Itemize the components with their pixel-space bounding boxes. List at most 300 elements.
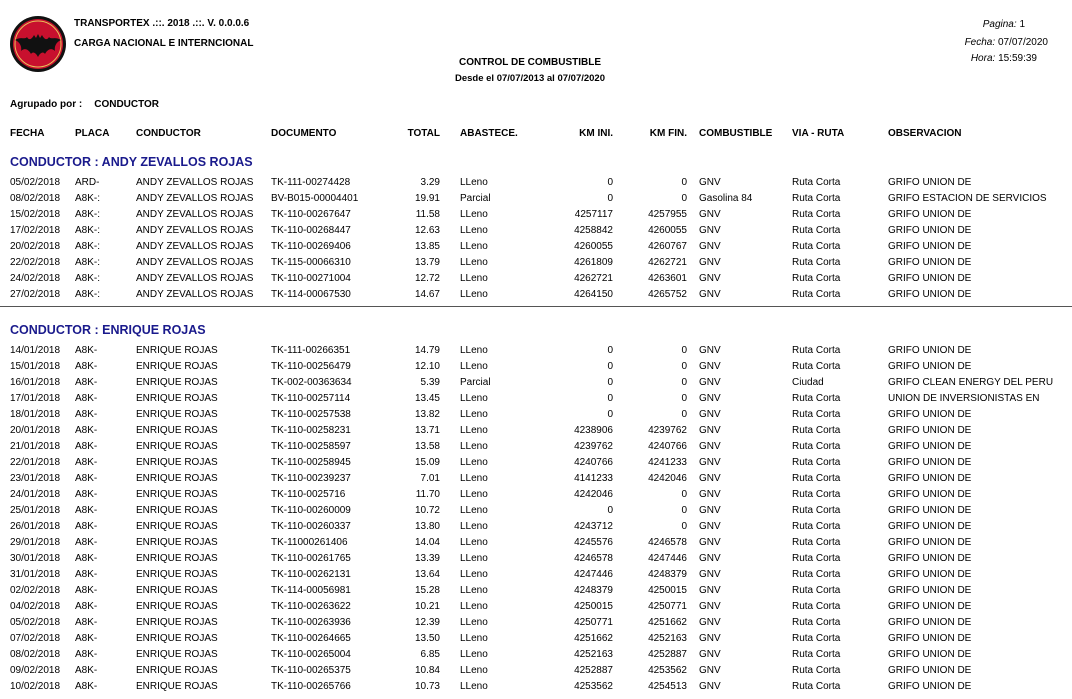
cell-fecha: 27/02/2018: [10, 289, 61, 300]
cell-observacion: GRIFO UNION DE: [888, 617, 972, 628]
cell-placa: A8K-:: [75, 289, 101, 300]
cell-km-fin: 4254513: [648, 681, 687, 692]
cell-observacion: GRIFO CLEAN ENERGY DEL PERU: [888, 377, 1054, 388]
cell-total: 3.29: [420, 177, 440, 188]
page-number: Pagina: 1: [982, 19, 1025, 30]
table-row: [0, 569, 1072, 585]
cell-total: 13.50: [414, 633, 440, 644]
table-row: [0, 409, 1072, 425]
cell-combustible: GNV: [699, 617, 721, 628]
cell-observacion: GRIFO UNION DE: [888, 633, 972, 644]
cell-observacion: GRIFO UNION DE: [888, 601, 972, 612]
cell-combustible: GNV: [699, 585, 721, 596]
col-documento: DOCUMENTO: [271, 128, 337, 139]
cell-abastece: LLeno: [460, 521, 488, 532]
report-date-range: Desde el 07/07/2013 al 07/07/2020: [454, 73, 605, 84]
cell-km-fin: 4252887: [648, 649, 687, 660]
col-observacion: OBSERVACION: [888, 128, 962, 139]
cell-abastece: LLeno: [460, 257, 488, 268]
cell-conductor: ENRIQUE ROJAS: [136, 441, 218, 452]
cell-via-ruta: Ruta Corta: [792, 633, 841, 644]
cell-km-fin: 0: [681, 177, 687, 188]
cell-km-ini: 4248379: [574, 585, 613, 596]
cell-via-ruta: Ruta Corta: [792, 257, 841, 268]
cell-conductor: ENRIQUE ROJAS: [136, 473, 218, 484]
cell-km-fin: 4257955: [648, 209, 687, 220]
cell-conductor: ENRIQUE ROJAS: [136, 489, 218, 500]
cell-placa: A8K-: [75, 649, 98, 660]
cell-abastece: LLeno: [460, 553, 488, 564]
cell-observacion: UNION DE INVERSIONISTAS EN: [888, 393, 1040, 404]
cell-total: 13.79: [414, 257, 440, 268]
cell-combustible: GNV: [699, 425, 721, 436]
cell-observacion: GRIFO UNION DE: [888, 209, 972, 220]
cell-km-fin: 0: [681, 489, 687, 500]
cell-km-fin: 4250771: [648, 601, 687, 612]
cell-abastece: LLeno: [460, 345, 488, 356]
cell-observacion: GRIFO UNION DE: [888, 441, 972, 452]
cell-abastece: LLeno: [460, 177, 488, 188]
table-row: [0, 193, 1072, 209]
cell-total: 19.91: [414, 193, 440, 204]
cell-placa: A8K-: [75, 521, 98, 532]
cell-placa: A8K-: [75, 505, 98, 516]
cell-km-fin: 0: [681, 393, 687, 404]
col-combustible: COMBUSTIBLE: [699, 128, 773, 139]
cell-via-ruta: Ruta Corta: [792, 665, 841, 676]
cell-documento: TK-110-00258597: [271, 441, 351, 452]
column-header-row: [0, 128, 1072, 142]
cell-total: 13.80: [414, 521, 440, 532]
report-title: CONTROL DE COMBUSTIBLE: [458, 57, 602, 68]
cell-observacion: GRIFO UNION DE: [888, 569, 972, 580]
cell-abastece: LLeno: [460, 441, 488, 452]
table-row: [0, 257, 1072, 273]
cell-abastece: LLeno: [460, 457, 488, 468]
cell-km-fin: 4247446: [648, 553, 687, 564]
cell-placa: A8K-: [75, 585, 98, 596]
group-title: CONDUCTOR : ENRIQUE ROJAS: [10, 323, 206, 337]
cell-combustible: GNV: [699, 489, 721, 500]
cell-fecha: 02/02/2018: [10, 585, 61, 596]
table-row: [0, 273, 1072, 289]
cell-placa: A8K-: [75, 537, 98, 548]
cell-abastece: LLeno: [460, 241, 488, 252]
cell-observacion: GRIFO ESTACION DE SERVICIOS: [888, 193, 1047, 204]
table-row: [0, 585, 1072, 601]
cell-fecha: 20/02/2018: [10, 241, 61, 252]
cell-documento: TK-110-00257114: [271, 393, 351, 404]
cell-via-ruta: Ruta Corta: [792, 489, 841, 500]
cell-placa: A8K-: [75, 489, 98, 500]
cell-fecha: 08/02/2018: [10, 649, 61, 660]
cell-placa: A8K-: [75, 409, 98, 420]
cell-km-ini: 0: [607, 345, 613, 356]
cell-conductor: ENRIQUE ROJAS: [136, 553, 218, 564]
cell-placa: A8K-: [75, 425, 98, 436]
cell-km-fin: 4239762: [648, 425, 687, 436]
table-row: [0, 361, 1072, 377]
cell-combustible: GNV: [699, 289, 721, 300]
cell-total: 13.39: [414, 553, 440, 564]
cell-conductor: ENRIQUE ROJAS: [136, 393, 218, 404]
cell-total: 14.04: [414, 537, 440, 548]
cell-km-ini: 4247446: [574, 569, 613, 580]
cell-fecha: 30/01/2018: [10, 553, 61, 564]
cell-observacion: GRIFO UNION DE: [888, 521, 972, 532]
cell-observacion: GRIFO UNION DE: [888, 257, 972, 268]
cell-observacion: GRIFO UNION DE: [888, 457, 972, 468]
cell-via-ruta: Ruta Corta: [792, 209, 841, 220]
cell-documento: TK-110-00260009: [271, 505, 351, 516]
cell-km-ini: 0: [607, 193, 613, 204]
cell-km-fin: 4265752: [648, 289, 687, 300]
cell-via-ruta: Ruta Corta: [792, 193, 841, 204]
table-row: [0, 553, 1072, 569]
cell-via-ruta: Ruta Corta: [792, 177, 841, 188]
cell-km-fin: 4242046: [648, 473, 687, 484]
table-row: [0, 601, 1072, 617]
print-time: Hora: 15:59:39: [970, 53, 1037, 64]
cell-km-fin: 4260767: [648, 241, 687, 252]
cell-via-ruta: Ruta Corta: [792, 681, 841, 692]
cell-fecha: 16/01/2018: [10, 377, 61, 388]
cell-via-ruta: Ruta Corta: [792, 473, 841, 484]
cell-km-ini: 4240766: [574, 457, 613, 468]
cell-conductor: ENRIQUE ROJAS: [136, 537, 218, 548]
cell-km-ini: 4242046: [574, 489, 613, 500]
cell-km-ini: 4239762: [574, 441, 613, 452]
cell-documento: TK-002-00363634: [271, 377, 352, 388]
cell-via-ruta: Ruta Corta: [792, 441, 841, 452]
cell-km-ini: 4246578: [574, 553, 613, 564]
cell-observacion: GRIFO UNION DE: [888, 505, 972, 516]
cell-conductor: ENRIQUE ROJAS: [136, 361, 218, 372]
cell-placa: A8K-:: [75, 241, 101, 252]
cell-documento: TK-111-00266351: [271, 345, 351, 356]
cell-conductor: ENRIQUE ROJAS: [136, 425, 218, 436]
cell-placa: A8K-: [75, 473, 98, 484]
cell-abastece: LLeno: [460, 225, 488, 236]
cell-abastece: LLeno: [460, 393, 488, 404]
cell-conductor: ENRIQUE ROJAS: [136, 681, 218, 692]
cell-documento: TK-110-0025716: [271, 489, 346, 500]
cell-combustible: GNV: [699, 393, 721, 404]
cell-fecha: 17/01/2018: [10, 393, 61, 404]
cell-conductor: ENRIQUE ROJAS: [136, 569, 218, 580]
cell-combustible: GNV: [699, 505, 721, 516]
cell-placa: ARD-: [75, 177, 100, 188]
cell-fecha: 26/01/2018: [10, 521, 61, 532]
cell-fecha: 29/01/2018: [10, 537, 61, 548]
cell-via-ruta: Ruta Corta: [792, 393, 841, 404]
cell-fecha: 23/01/2018: [10, 473, 61, 484]
table-row: [0, 665, 1072, 681]
cell-combustible: GNV: [699, 649, 721, 660]
cell-abastece: LLeno: [460, 289, 488, 300]
cell-documento: TK-110-00261765: [271, 553, 351, 564]
cell-observacion: GRIFO UNION DE: [888, 553, 972, 564]
cell-conductor: ENRIQUE ROJAS: [136, 377, 218, 388]
cell-abastece: Parcial: [460, 377, 491, 388]
cell-placa: A8K-: [75, 569, 98, 580]
cell-via-ruta: Ruta Corta: [792, 649, 841, 660]
cell-km-ini: 4238906: [574, 425, 613, 436]
col-conductor: CONDUCTOR: [136, 128, 201, 139]
cell-abastece: LLeno: [460, 505, 488, 516]
cell-conductor: ANDY ZEVALLOS ROJAS: [136, 209, 254, 220]
cell-abastece: LLeno: [460, 209, 488, 220]
cell-documento: TK-110-00265004: [271, 649, 351, 660]
cell-documento: BV-B015-00004401: [271, 193, 359, 204]
cell-fecha: 10/02/2018: [10, 681, 61, 692]
cell-km-ini: 4251662: [574, 633, 613, 644]
cell-combustible: GNV: [699, 377, 721, 388]
cell-via-ruta: Ruta Corta: [792, 521, 841, 532]
cell-placa: A8K-: [75, 457, 98, 468]
cell-conductor: ENRIQUE ROJAS: [136, 633, 218, 644]
cell-total: 11.70: [415, 489, 440, 500]
table-row: [0, 441, 1072, 457]
col-km-ini: KM INI.: [579, 128, 613, 139]
cell-conductor: ANDY ZEVALLOS ROJAS: [136, 289, 254, 300]
cell-km-fin: 0: [681, 361, 687, 372]
cell-placa: A8K-: [75, 441, 98, 452]
cell-placa: A8K-: [75, 681, 98, 692]
table-row: [0, 209, 1072, 225]
col-abastece: ABASTECE.: [460, 128, 518, 139]
cell-km-fin: 0: [681, 505, 687, 516]
cell-combustible: GNV: [699, 273, 721, 284]
col-km-fin: KM FIN.: [649, 128, 687, 139]
cell-placa: A8K-: [75, 345, 98, 356]
cell-km-ini: 4262721: [574, 273, 613, 284]
cell-fecha: 07/02/2018: [10, 633, 61, 644]
cell-via-ruta: Ruta Corta: [792, 457, 841, 468]
cell-via-ruta: Ruta Corta: [792, 505, 841, 516]
cell-km-ini: 4261809: [574, 257, 613, 268]
table-row: [0, 633, 1072, 649]
cell-conductor: ENRIQUE ROJAS: [136, 665, 218, 676]
cell-via-ruta: Ruta Corta: [792, 225, 841, 236]
cell-documento: TK-110-00265766: [271, 681, 351, 692]
cell-km-ini: 4252887: [574, 665, 613, 676]
cell-via-ruta: Ruta Corta: [792, 241, 841, 252]
col-fecha: FECHA: [10, 128, 45, 139]
cell-observacion: GRIFO UNION DE: [888, 345, 972, 356]
table-row: [0, 521, 1072, 537]
cell-placa: A8K-: [75, 665, 98, 676]
cell-abastece: LLeno: [460, 617, 488, 628]
cell-via-ruta: Ruta Corta: [792, 273, 841, 284]
cell-observacion: GRIFO UNION DE: [888, 537, 972, 548]
cell-documento: TK-110-00264665: [271, 633, 351, 644]
cell-observacion: GRIFO UNION DE: [888, 425, 972, 436]
cell-km-ini: 4260055: [574, 241, 613, 252]
cell-km-fin: 4263601: [648, 273, 687, 284]
cell-abastece: LLeno: [460, 425, 488, 436]
cell-via-ruta: Ruta Corta: [792, 585, 841, 596]
cell-fecha: 14/01/2018: [10, 345, 61, 356]
cell-km-ini: 4258842: [574, 225, 613, 236]
cell-conductor: ANDY ZEVALLOS ROJAS: [136, 257, 254, 268]
cell-via-ruta: Ruta Corta: [792, 361, 841, 372]
cell-abastece: LLeno: [460, 601, 488, 612]
table-row: [0, 649, 1072, 665]
cell-fecha: 17/02/2018: [10, 225, 61, 236]
cell-km-fin: 0: [681, 377, 687, 388]
cell-total: 7.01: [420, 473, 440, 484]
cell-total: 11.58: [415, 209, 440, 220]
cell-km-fin: 4262721: [648, 257, 687, 268]
table-row: [0, 617, 1072, 633]
cell-total: 13.58: [414, 441, 440, 452]
table-row: [0, 225, 1072, 241]
col-via-ruta: VIA - RUTA: [792, 128, 845, 139]
table-row: [0, 393, 1072, 409]
cell-total: 14.67: [414, 289, 440, 300]
cell-total: 13.45: [414, 393, 440, 404]
cell-via-ruta: Ruta Corta: [792, 425, 841, 436]
cell-abastece: LLeno: [460, 361, 488, 372]
cell-km-ini: 0: [607, 393, 613, 404]
cell-km-fin: 4253562: [648, 665, 687, 676]
cell-documento: TK-110-00269406: [271, 241, 351, 252]
cell-fecha: 22/01/2018: [10, 457, 61, 468]
cell-km-ini: 0: [607, 177, 613, 188]
cell-km-fin: 4250015: [648, 585, 687, 596]
cell-total: 15.28: [414, 585, 440, 596]
cell-observacion: GRIFO UNION DE: [888, 241, 972, 252]
cell-total: 6.85: [420, 649, 440, 660]
cell-via-ruta: Ciudad: [792, 377, 824, 388]
cell-abastece: LLeno: [460, 473, 488, 484]
cell-abastece: LLeno: [460, 649, 488, 660]
cell-documento: TK-110-00258945: [271, 457, 351, 468]
cell-combustible: Gasolina 84: [699, 193, 753, 204]
group-separator: [0, 306, 1072, 307]
cell-total: 12.10: [414, 361, 440, 372]
table-row: [0, 537, 1072, 553]
cell-via-ruta: Ruta Corta: [792, 601, 841, 612]
cell-total: 12.39: [414, 617, 440, 628]
cell-documento: TK-110-00268447: [271, 225, 351, 236]
cell-observacion: GRIFO UNION DE: [888, 225, 972, 236]
cell-fecha: 24/01/2018: [10, 489, 61, 500]
cell-total: 10.21: [414, 601, 440, 612]
cell-combustible: GNV: [699, 665, 721, 676]
cell-combustible: GNV: [699, 601, 721, 612]
cell-conductor: ANDY ZEVALLOS ROJAS: [136, 177, 254, 188]
cell-combustible: GNV: [699, 681, 721, 692]
cell-observacion: GRIFO UNION DE: [888, 409, 972, 420]
cell-conductor: ANDY ZEVALLOS ROJAS: [136, 193, 254, 204]
table-row: [0, 345, 1072, 361]
cell-km-ini: 4250015: [574, 601, 613, 612]
cell-placa: A8K-:: [75, 273, 101, 284]
cell-documento: TK-110-00262131: [271, 569, 351, 580]
cell-total: 13.85: [414, 241, 440, 252]
cell-km-ini: 4243712: [574, 521, 613, 532]
cell-fecha: 21/01/2018: [10, 441, 61, 452]
cell-combustible: GNV: [699, 553, 721, 564]
cell-observacion: GRIFO UNION DE: [888, 361, 972, 372]
cell-observacion: GRIFO UNION DE: [888, 177, 972, 188]
table-row: [0, 289, 1072, 305]
cell-conductor: ENRIQUE ROJAS: [136, 457, 218, 468]
cell-documento: TK-110-00271004: [271, 273, 351, 284]
cell-via-ruta: Ruta Corta: [792, 617, 841, 628]
cell-placa: A8K-: [75, 553, 98, 564]
cell-abastece: LLeno: [460, 537, 488, 548]
cell-total: 13.64: [414, 569, 440, 580]
cell-conductor: ANDY ZEVALLOS ROJAS: [136, 273, 254, 284]
cell-km-fin: 4246578: [648, 537, 687, 548]
col-placa: PLACA: [75, 128, 110, 139]
cell-documento: TK-114-00056981: [271, 585, 351, 596]
cell-observacion: GRIFO UNION DE: [888, 665, 972, 676]
cell-observacion: GRIFO UNION DE: [888, 273, 972, 284]
group-title: CONDUCTOR : ANDY ZEVALLOS ROJAS: [10, 155, 253, 169]
table-row: [0, 489, 1072, 505]
cell-fecha: 15/01/2018: [10, 361, 61, 372]
cell-conductor: ENRIQUE ROJAS: [136, 345, 218, 356]
cell-km-fin: 0: [681, 345, 687, 356]
cell-via-ruta: Ruta Corta: [792, 569, 841, 580]
table-row: [0, 457, 1072, 473]
cell-placa: A8K-: [75, 361, 98, 372]
cell-via-ruta: Ruta Corta: [792, 537, 841, 548]
cell-via-ruta: Ruta Corta: [792, 409, 841, 420]
cell-km-fin: 4240766: [648, 441, 687, 452]
cell-total: 13.71: [414, 425, 440, 436]
cell-conductor: ANDY ZEVALLOS ROJAS: [136, 225, 254, 236]
cell-total: 10.72: [414, 505, 440, 516]
cell-documento: TK-110-00263622: [271, 601, 351, 612]
cell-km-ini: 4264150: [574, 289, 613, 300]
cell-abastece: LLeno: [460, 681, 488, 692]
table-row: [0, 681, 1072, 697]
cell-documento: TK-111-00274428: [271, 177, 351, 188]
cell-combustible: GNV: [699, 241, 721, 252]
cell-combustible: GNV: [699, 225, 721, 236]
cell-documento: TK-114-00067530: [271, 289, 351, 300]
cell-via-ruta: Ruta Corta: [792, 289, 841, 300]
cell-placa: A8K-: [75, 601, 98, 612]
cell-fecha: 25/01/2018: [10, 505, 61, 516]
cell-documento: TK-110-00239237: [271, 473, 351, 484]
cell-km-fin: 0: [681, 409, 687, 420]
company-subtitle: CARGA NACIONAL E INTERNCIONAL: [74, 38, 254, 49]
cell-combustible: GNV: [699, 521, 721, 532]
cell-fecha: 15/02/2018: [10, 209, 61, 220]
cell-km-ini: 4252163: [574, 649, 613, 660]
cell-conductor: ENRIQUE ROJAS: [136, 617, 218, 628]
cell-km-ini: 0: [607, 377, 613, 388]
cell-placa: A8K-: [75, 617, 98, 628]
cell-abastece: LLeno: [460, 585, 488, 596]
cell-fecha: 08/02/2018: [10, 193, 61, 204]
cell-fecha: 18/01/2018: [10, 409, 61, 420]
cell-combustible: GNV: [699, 409, 721, 420]
cell-total: 5.39: [420, 377, 440, 388]
cell-fecha: 04/02/2018: [10, 601, 61, 612]
cell-km-fin: 4241233: [648, 457, 687, 468]
cell-km-ini: 0: [607, 409, 613, 420]
cell-fecha: 31/01/2018: [10, 569, 61, 580]
cell-conductor: ANDY ZEVALLOS ROJAS: [136, 241, 254, 252]
cell-combustible: GNV: [699, 473, 721, 484]
